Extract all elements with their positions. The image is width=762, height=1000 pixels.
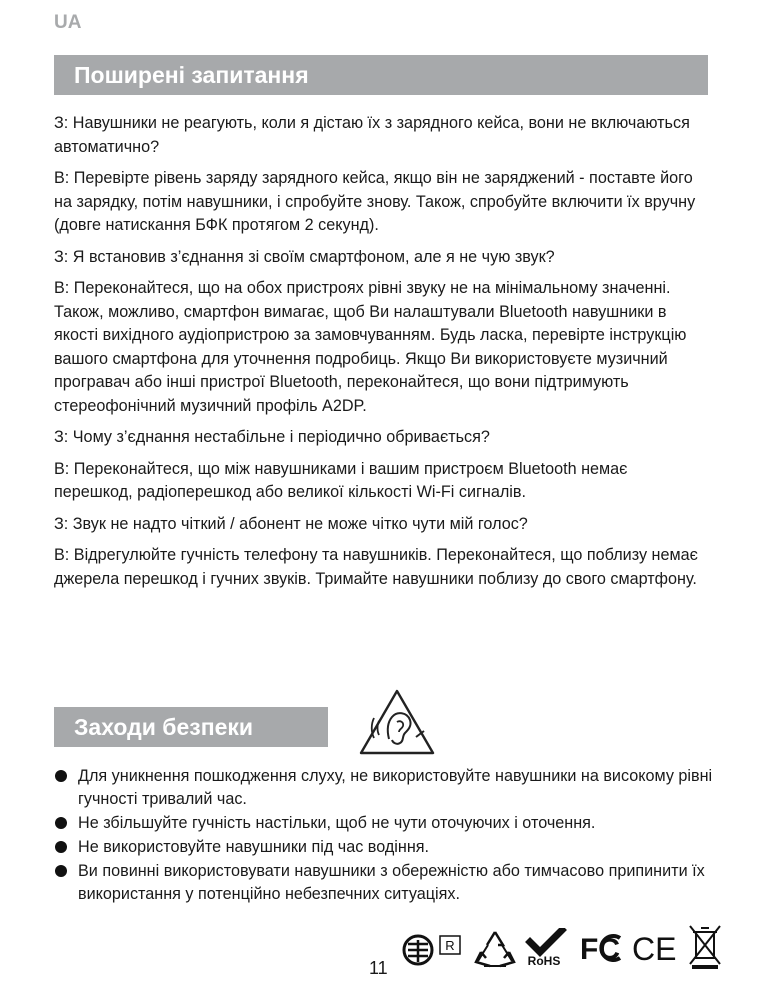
faq-list bbox=[54, 112, 710, 599]
faq-answer: В: Переконайтеся, що між навушниками і вашим пристроєм Bluetooth немає перешкод, радіоперешкод або великої кількості Wi-Fi сигналів. bbox=[54, 459, 628, 501]
safety-item bbox=[54, 765, 714, 811]
faq-question: З: Я встановив з’єднання зі своїм смартфоном, але я не чую звук? bbox=[54, 247, 555, 266]
r-mark-label: R bbox=[445, 938, 455, 953]
ce-icon bbox=[632, 928, 678, 968]
faq-answer: В: Переконайтеся, що на обох пристроях рівні звуку не на мінімальному значенні. Також, можливо, смартфон вимагає, щоб Ви налаштували Bluetooth навушники в якості вихідного аудіопристрою за замовчуванням. Будь ласка, перевірте інструкцію вашого смартфона для уточнення подробиць. Якщо Ви використовуєте музичний програвач або інші пристрої Bluetooth, переконайтеся, що вони підтримують стереофонічний музичний профіль A2DP. bbox=[54, 279, 687, 415]
faq-section-title: Поширені запитання bbox=[54, 55, 708, 95]
safety-item-text: Ви повинні використовувати навушники з обережністю або тимчасово припинити їх використання у потенційно небезпечних ситуаціях. bbox=[78, 862, 705, 903]
ce-label: CE bbox=[632, 931, 677, 967]
language-label: UA bbox=[54, 12, 82, 33]
safety-list bbox=[54, 765, 714, 907]
bullet-icon bbox=[55, 770, 67, 782]
fcc-icon bbox=[578, 928, 628, 968]
safety-item-text: Не збільшуйте гучність настільки, щоб не чути оточуючих і оточення. bbox=[78, 814, 596, 832]
faq-answer: В: Відрегулюйте гучність телефону та навушників. Переконайтеся, що поблизу немає джерела перешкод і гучних звуків. Тримайте навушники поблизу до свого смартфону. bbox=[54, 546, 698, 588]
rohs-icon bbox=[524, 928, 568, 968]
hearing-warning-icon bbox=[357, 687, 437, 757]
rohs-label: RoHS bbox=[527, 954, 561, 968]
safety-item-text: Для уникнення пошкодження слуху, не використовуйте навушники на високому рівні гучності тривалий час. bbox=[78, 767, 713, 808]
page-number: 11 bbox=[369, 958, 388, 978]
weee-bin-icon bbox=[688, 924, 722, 970]
bullet-icon bbox=[55, 841, 67, 853]
faq-question: З: Навушники не реагують, коли я дістаю їх з зарядного кейса, вони не включаються автоматично? bbox=[54, 114, 690, 156]
bullet-icon bbox=[55, 865, 67, 877]
fcc-label: FC bbox=[580, 933, 620, 966]
safety-section-title: Заходи безпеки bbox=[54, 707, 328, 747]
safety-item bbox=[54, 860, 714, 906]
safety-item bbox=[54, 812, 714, 835]
safety-item bbox=[54, 836, 714, 859]
recycle-icon bbox=[474, 928, 516, 970]
safety-item-text: Не використовуйте навушники під час водіння. bbox=[78, 838, 430, 856]
faq-question: З: Звук не надто чіткий / абонент не може чітко чути мій голос? bbox=[54, 514, 528, 533]
faq-answer: В: Перевірте рівень заряду зарядного кейса, якщо він не заряджений - поставте його на зарядку, потім навушники, і спробуйте знову. Також, спробуйте включити їх вручну (довге натискання БФК протягом 2 секунд). bbox=[54, 169, 696, 234]
certification-mark-icon bbox=[400, 928, 470, 968]
faq-question: З: Чому з’єднання нестабільне і періодично обривається? bbox=[54, 428, 490, 446]
bullet-icon bbox=[55, 817, 67, 829]
